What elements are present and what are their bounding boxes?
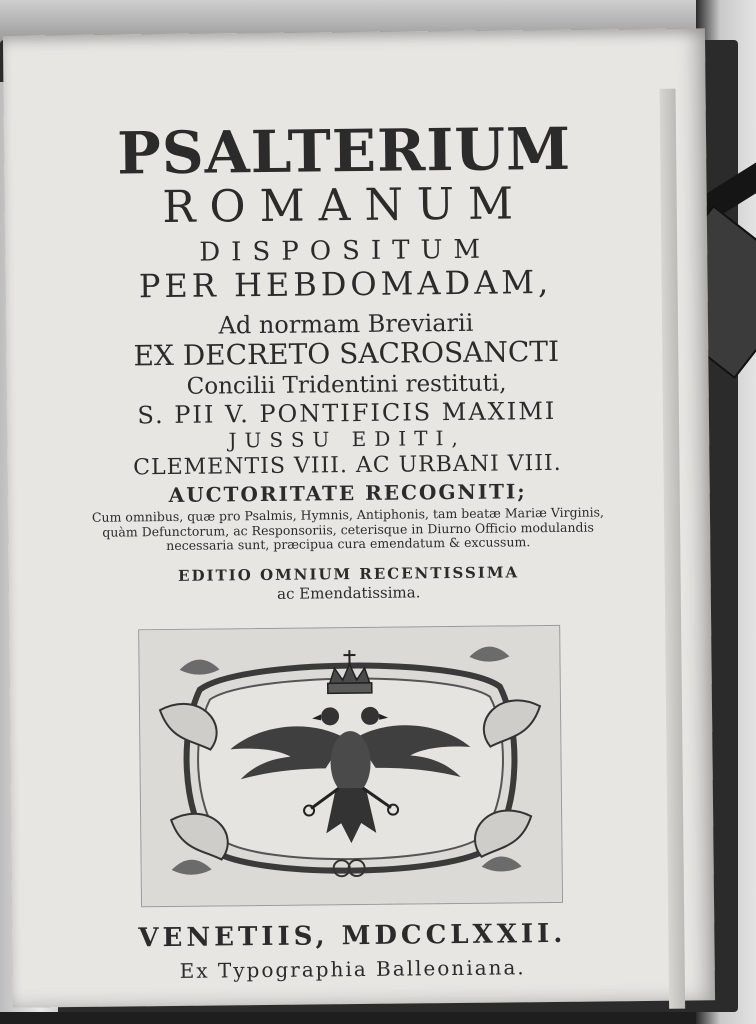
- subtitle-line-4: S. PII V. PONTIFICIS MAXIMI: [137, 396, 557, 430]
- title-line-1: PSALTERIUM: [116, 114, 572, 188]
- title-text-block: [33, 59, 663, 995]
- title-line-4: PER HEBDOMADAM,: [138, 262, 553, 306]
- subtitle-line-6: CLEMENTIS VIII. AC URBANI VIII.: [133, 450, 562, 481]
- description-line-2: quàm Defunctorum, ac Responsoriis, ceterisque in Diurno Officio modulandis: [102, 519, 594, 540]
- imprint-printer: Ex Typographia Balleoniana.: [179, 954, 526, 983]
- subtitle-line-2: EX DECRETO SACROSANCTI: [133, 334, 560, 373]
- subtitle-line-3: Concilii Tridentini restituti,: [186, 370, 507, 400]
- imprint-place-date: VENETIIS, MDCCLXXII.: [138, 918, 567, 953]
- subtitle-line-1: Ad normam Breviarii: [218, 308, 474, 340]
- engraved-vignette: [138, 624, 563, 906]
- edition-line-1: EDITIO OMNIUM RECENTISSIMA: [177, 562, 520, 585]
- double-headed-eagle-crest-icon: [139, 625, 562, 905]
- title-page: [3, 28, 715, 1007]
- page-edge: [660, 89, 686, 1009]
- title-line-2: ROMANUM: [162, 178, 528, 234]
- description-line-3: necessaria sunt, præcipua cura emendatum & excussum.: [166, 534, 531, 554]
- title-line-3: DISPOSITUM: [199, 234, 492, 268]
- subtitle-line-5: JUSSU EDITI,: [228, 425, 466, 453]
- subtitle-line-7: AUCTORITATE RECOGNITI;: [168, 479, 527, 507]
- edition-line-2: ac Emendatissima.: [277, 582, 421, 603]
- description-line-1: Cum omnibus, quæ pro Psalmis, Hymnis, Antiphonis, tam beatæ Mariæ Virginis,: [91, 504, 605, 525]
